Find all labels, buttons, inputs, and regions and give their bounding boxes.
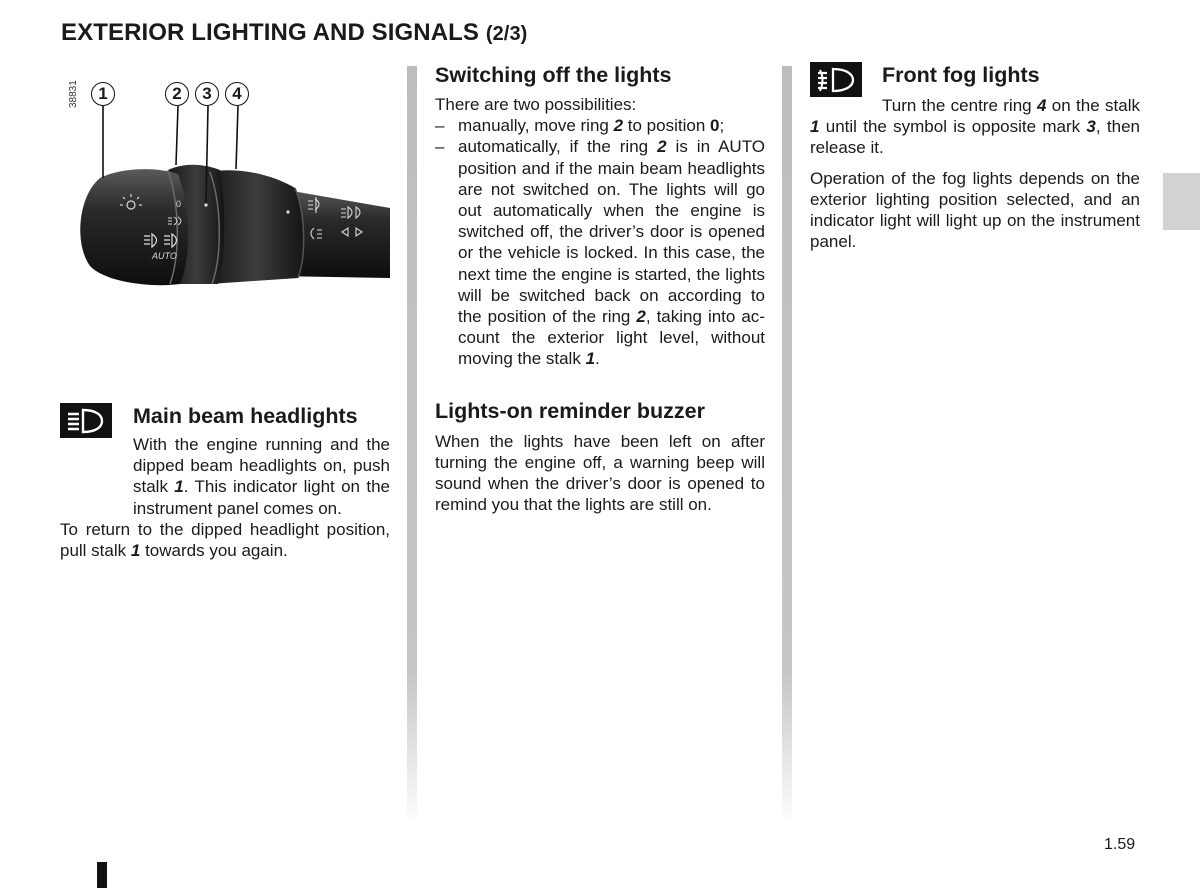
text-run: on the stalk: [1046, 96, 1140, 115]
lighting-stalk-figure: [60, 66, 392, 362]
switching-off-option-manual: [435, 115, 765, 136]
column-divider-right: [782, 66, 792, 826]
page-edge-marker: [97, 862, 107, 888]
text-run: With the engine running and the dipped beam headlights on, push stalk: [133, 435, 390, 497]
reference-number: 2: [613, 116, 624, 136]
switching-off-heading: Switching off the lights: [435, 63, 672, 87]
callout-stalk-1: 1: [91, 82, 115, 106]
main-beam-paragraph-2: [60, 519, 390, 561]
main-beam-section: [60, 403, 390, 561]
fog-paragraph-2: Operation of the fog lights depends on the exterior lighting position selected, and an indicator light will light up on the instrument panel.: [810, 168, 1140, 252]
main-beam-paragraph-1: [133, 434, 390, 519]
callout-ring-4: 4: [225, 82, 249, 106]
text-run: automatically, if the ring: [458, 137, 658, 157]
text-run: until the symbol is opposite mark: [819, 117, 1087, 137]
text-run: to position: [623, 116, 711, 136]
figure-ref-code: 38831: [68, 80, 79, 108]
callout-ring-2: 2: [165, 82, 189, 106]
reference-number: 3: [1086, 117, 1096, 137]
fog-heading-row: [810, 62, 1140, 126]
text-run: .: [595, 349, 600, 369]
text-run: . This indicator light on the instrument panel comes on.: [133, 477, 390, 518]
column-divider-left: [407, 66, 417, 826]
reference-number: 0: [710, 116, 720, 136]
switching-off-options-list: [435, 115, 765, 369]
section-thumb-tab: [1163, 173, 1200, 230]
buzzer-paragraph: When the lights have been left on after turning the engine off, a warning beep will sound when the driver’s door is opened to remind you that the lights are still on.: [435, 431, 765, 515]
switching-off-section: [435, 62, 765, 515]
buzzer-heading: Lights-on reminder buzzer: [435, 398, 705, 423]
reference-number: 1: [130, 541, 141, 561]
front-fog-light-icon: [810, 62, 862, 97]
text-run: , taking into account the exterior light level, without moving the stalk: [458, 307, 765, 369]
reference-number: 4: [1036, 96, 1047, 115]
switching-off-option-automatic: [435, 136, 765, 369]
text-run: manually, move ring: [458, 116, 614, 136]
reference-number: 1: [810, 117, 820, 137]
page-title: [61, 19, 527, 47]
page-title-part: (2/3): [485, 23, 528, 45]
page-number: 1.59: [1104, 836, 1136, 853]
text-run: towards you again.: [140, 541, 288, 561]
main-beam-headlight-icon: [60, 403, 112, 438]
fog-heading: Front fog lights: [882, 63, 1040, 87]
fog-section: [810, 62, 1140, 252]
stalk-position-zero: 0: [176, 199, 182, 209]
callout-mark-3: 3: [195, 82, 219, 106]
main-beam-heading-row: [60, 403, 390, 519]
reference-number: 2: [636, 307, 646, 327]
reference-number: 1: [174, 477, 184, 497]
text-run: ;: [719, 116, 725, 136]
main-beam-heading: Main beam headlights: [133, 404, 358, 428]
stalk-auto-marking: AUTO: [152, 251, 177, 261]
text-run: , then release it.: [810, 117, 1140, 158]
lighting-stalk-illustration: [60, 66, 392, 362]
reference-number: 1: [585, 349, 596, 369]
reference-number: 2: [657, 137, 667, 157]
text-run: Turn the centre ring: [882, 96, 1037, 115]
text-run: is in AUTO position and if the main beam headlights are not switched on. The lights will go out automatically when the engine is switched off, the driver’s door is opened or the vehicle is locked. In this case, the next time the engine is started, the lights will be switched back on according to the position of the ring: [458, 137, 766, 327]
page-title-text: EXTERIOR LIGHTING AND SIGNALS: [61, 19, 480, 46]
switching-off-intro: There are two possibilities:: [435, 95, 637, 114]
text-run: To return to the dipped headlight position, pull stalk: [60, 519, 390, 561]
